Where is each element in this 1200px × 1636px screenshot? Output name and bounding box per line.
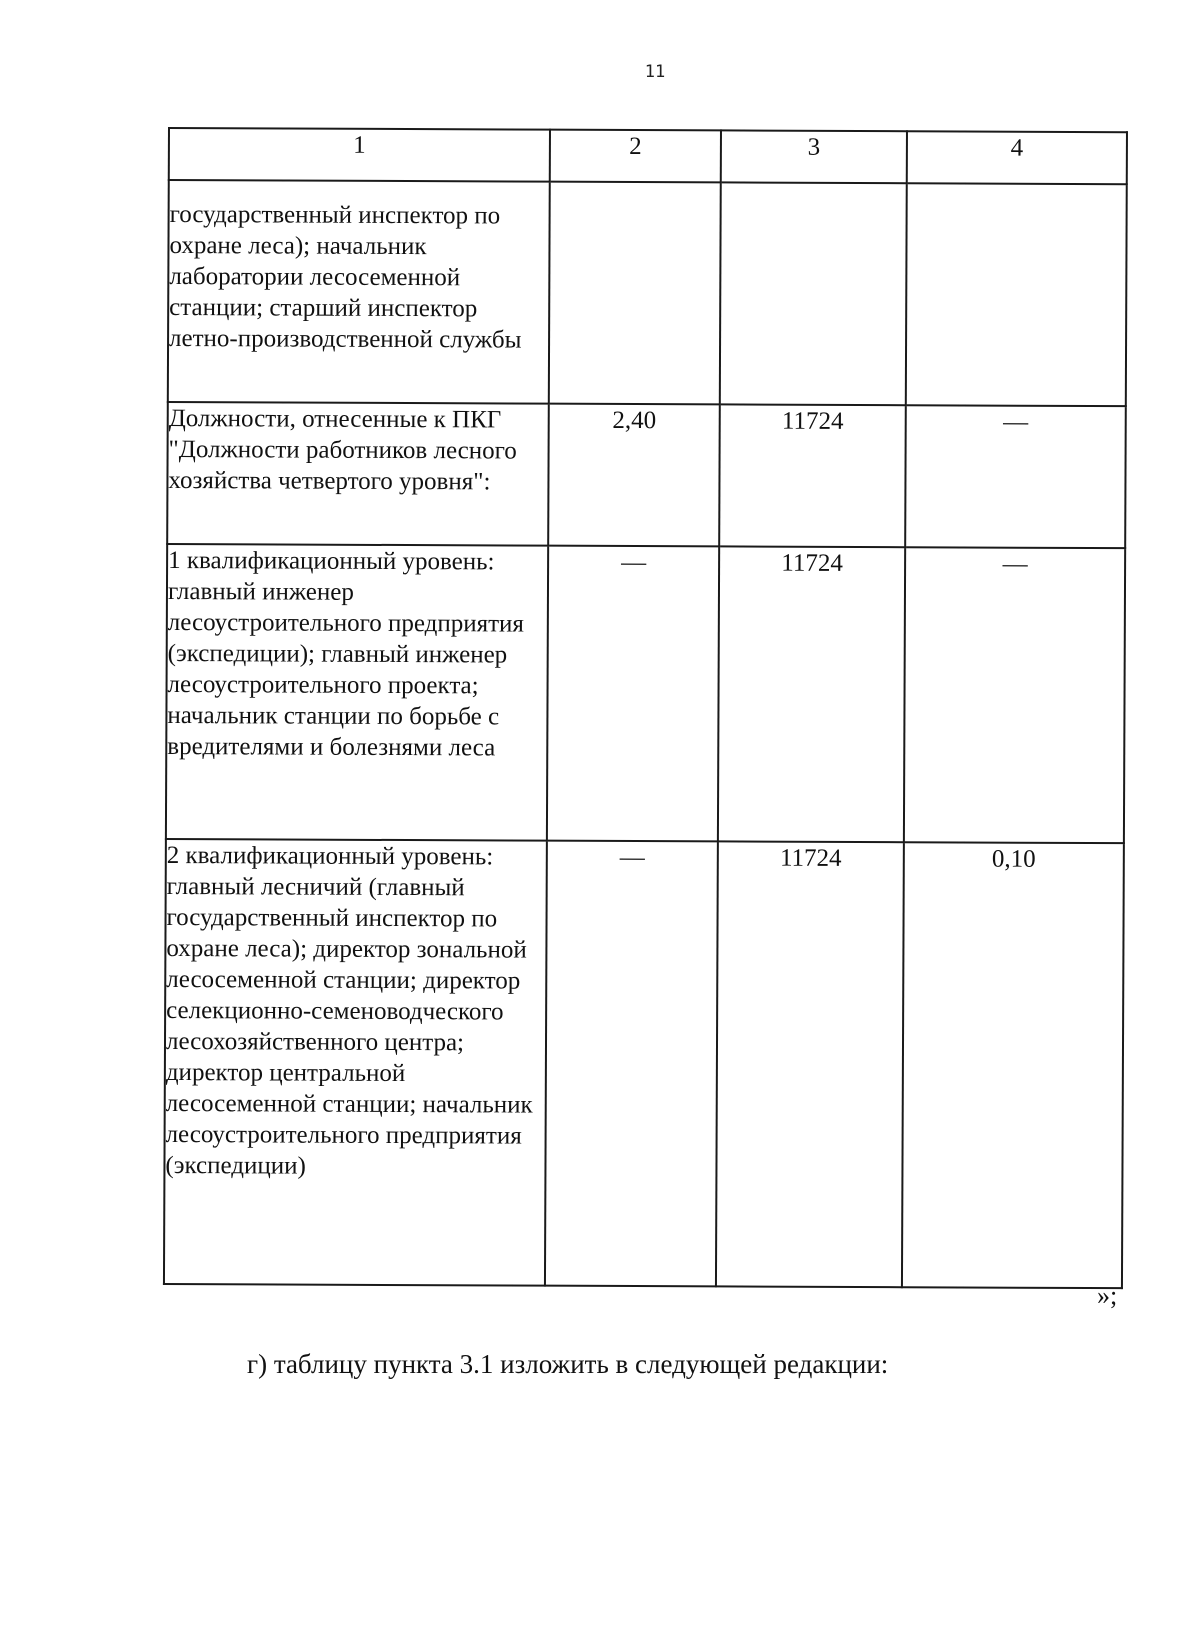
position-description: Должности, отнесенные к ПКГ "Должности работников лесного хозяйства четвертого уровня": bbox=[167, 402, 549, 546]
column-header-2: 2 bbox=[550, 130, 721, 183]
page-number: 11 bbox=[644, 62, 666, 82]
increment-cell bbox=[906, 183, 1127, 406]
coefficient-cell: 2,40 bbox=[548, 404, 720, 547]
position-description: 1 квалификационный уровень: главный инженер лесоустроительного предприятия (экспедиции); главный инженер лесоустроительного проекта; начальник станции по борьбе с вредителями и болезнями леса bbox=[166, 544, 548, 841]
coefficient-cell bbox=[549, 182, 721, 405]
instruction-paragraph: г) таблицу пункта 3.1 изложить в следующей редакции: bbox=[247, 1349, 889, 1379]
closing-quote: »; bbox=[1097, 1281, 1118, 1310]
coefficient-cell: — bbox=[547, 546, 719, 842]
salary-cell: 11724 bbox=[719, 404, 906, 547]
salary-cell: 11724 bbox=[716, 841, 904, 1287]
rates-table bbox=[163, 127, 1128, 1289]
table-row bbox=[166, 544, 1125, 843]
salary-cell: 11724 bbox=[718, 546, 905, 842]
column-header-3: 3 bbox=[721, 130, 907, 183]
table-row bbox=[164, 839, 1124, 1288]
position-description: 2 квалификационный уровень: главный лесничий (главный государственный инспектор по охране леса); директор зональной лесосеменной станции; директор селекционно-семеноводческого лесохозяйственного центра; директор центральной лесосеменной станции; начальник лесоустроительного предприятия (экспедиции) bbox=[164, 839, 547, 1286]
increment-cell: 0,10 bbox=[902, 842, 1124, 1288]
table-row bbox=[167, 402, 1126, 548]
table-row bbox=[168, 180, 1127, 406]
column-header-1: 1 bbox=[169, 128, 550, 182]
increment-cell: — bbox=[905, 405, 1126, 548]
salary-cell bbox=[720, 182, 907, 405]
table-header-row bbox=[169, 128, 1127, 184]
position-description: государственный инспектор по охране леса); начальник лаборатории лесосеменной станции; старший инспектор летно-производственной службы bbox=[168, 180, 550, 404]
column-header-4: 4 bbox=[907, 131, 1127, 184]
coefficient-cell: — bbox=[545, 841, 718, 1287]
increment-cell: — bbox=[904, 547, 1125, 843]
